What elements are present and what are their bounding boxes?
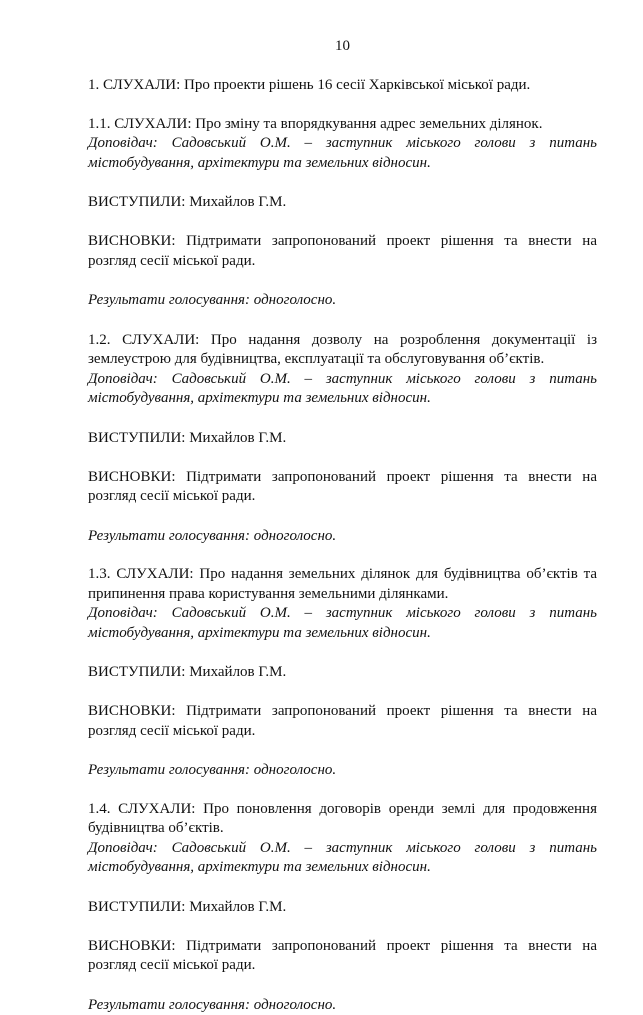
speaker-line-1: Доповідач: Садовський О.М. – заступник міського голови з питань [88,839,597,859]
heard-line-1: 1.2. СЛУХАЛИ: Про надання дозволу на розроблення документації із [88,331,597,351]
conclusions-line-1: ВИСНОВКИ: Підтримати запропонований проект рішення та внести на [88,702,597,722]
voting-result: Результати голосування: одноголосно. [88,996,597,1015]
speaker-line-2: містобудування, архітектури та земельних відносин. [88,858,597,878]
heard-line-1: 1.4. СЛУХАЛИ: Про поновлення договорів оренди землі для продовження [88,800,597,820]
conclusions-line-1: ВИСНОВКИ: Підтримати запропонований проект рішення та внести на [88,468,597,488]
conclusions-line-2: розгляд сесії міської ради. [88,956,597,976]
conclusions-line-2: розгляд сесії міської ради. [88,487,597,507]
conclusions-line-2: розгляд сесії міської ради. [88,252,597,272]
heard-line-2: землеустрою для будівництва, експлуатації та обслуговування об’єктів. [88,350,597,370]
heard-line-1: 1.1. СЛУХАЛИ: Про зміну та впорядкування адрес земельних ділянок. [88,115,597,135]
section-1-1 [88,115,597,311]
voting-result: Результати голосування: одноголосно. [88,527,597,547]
speaker-line-1: Доповідач: Садовський О.М. – заступник міського голови з питань [88,370,597,390]
speaker-line-2: містобудування, архітектури та земельних відносин. [88,624,597,644]
heard-line-2: припинення права користування земельними ділянками. [88,585,597,605]
main-heading: 1. СЛУХАЛИ: Про проекти рішень 16 сесії Харківської міської ради. [88,76,597,96]
section-1-4 [88,800,597,1015]
voting-result: Результати голосування: одноголосно. [88,761,597,781]
section-1-2 [88,331,597,547]
conclusions-line-2: розгляд сесії міської ради. [88,722,597,742]
spoke-line: ВИСТУПИЛИ: Михайлов Г.М. [88,663,597,683]
spoke-line: ВИСТУПИЛИ: Михайлов Г.М. [88,429,597,449]
section-1-3 [88,565,597,781]
speaker-line-1: Доповідач: Садовський О.М. – заступник міського голови з питань [88,604,597,624]
conclusions-line-1: ВИСНОВКИ: Підтримати запропонований проект рішення та внести на [88,232,597,252]
speaker-line-1: Доповідач: Садовський О.М. – заступник міського голови з питань [88,134,597,154]
spoke-line: ВИСТУПИЛИ: Михайлов Г.М. [88,193,597,213]
page-number: 10 [88,37,597,57]
conclusions-line-1: ВИСНОВКИ: Підтримати запропонований проект рішення та внести на [88,937,597,957]
speaker-line-2: містобудування, архітектури та земельних відносин. [88,389,597,409]
spoke-line: ВИСТУПИЛИ: Михайлов Г.М. [88,898,597,918]
voting-result: Результати голосування: одноголосно. [88,291,597,311]
heard-line-2: будівництва об’єктів. [88,819,597,839]
heard-line-1: 1.3. СЛУХАЛИ: Про надання земельних ділянок для будівництва об’єктів та [88,565,597,585]
speaker-line-2: містобудування, архітектури та земельних відносин. [88,154,597,174]
